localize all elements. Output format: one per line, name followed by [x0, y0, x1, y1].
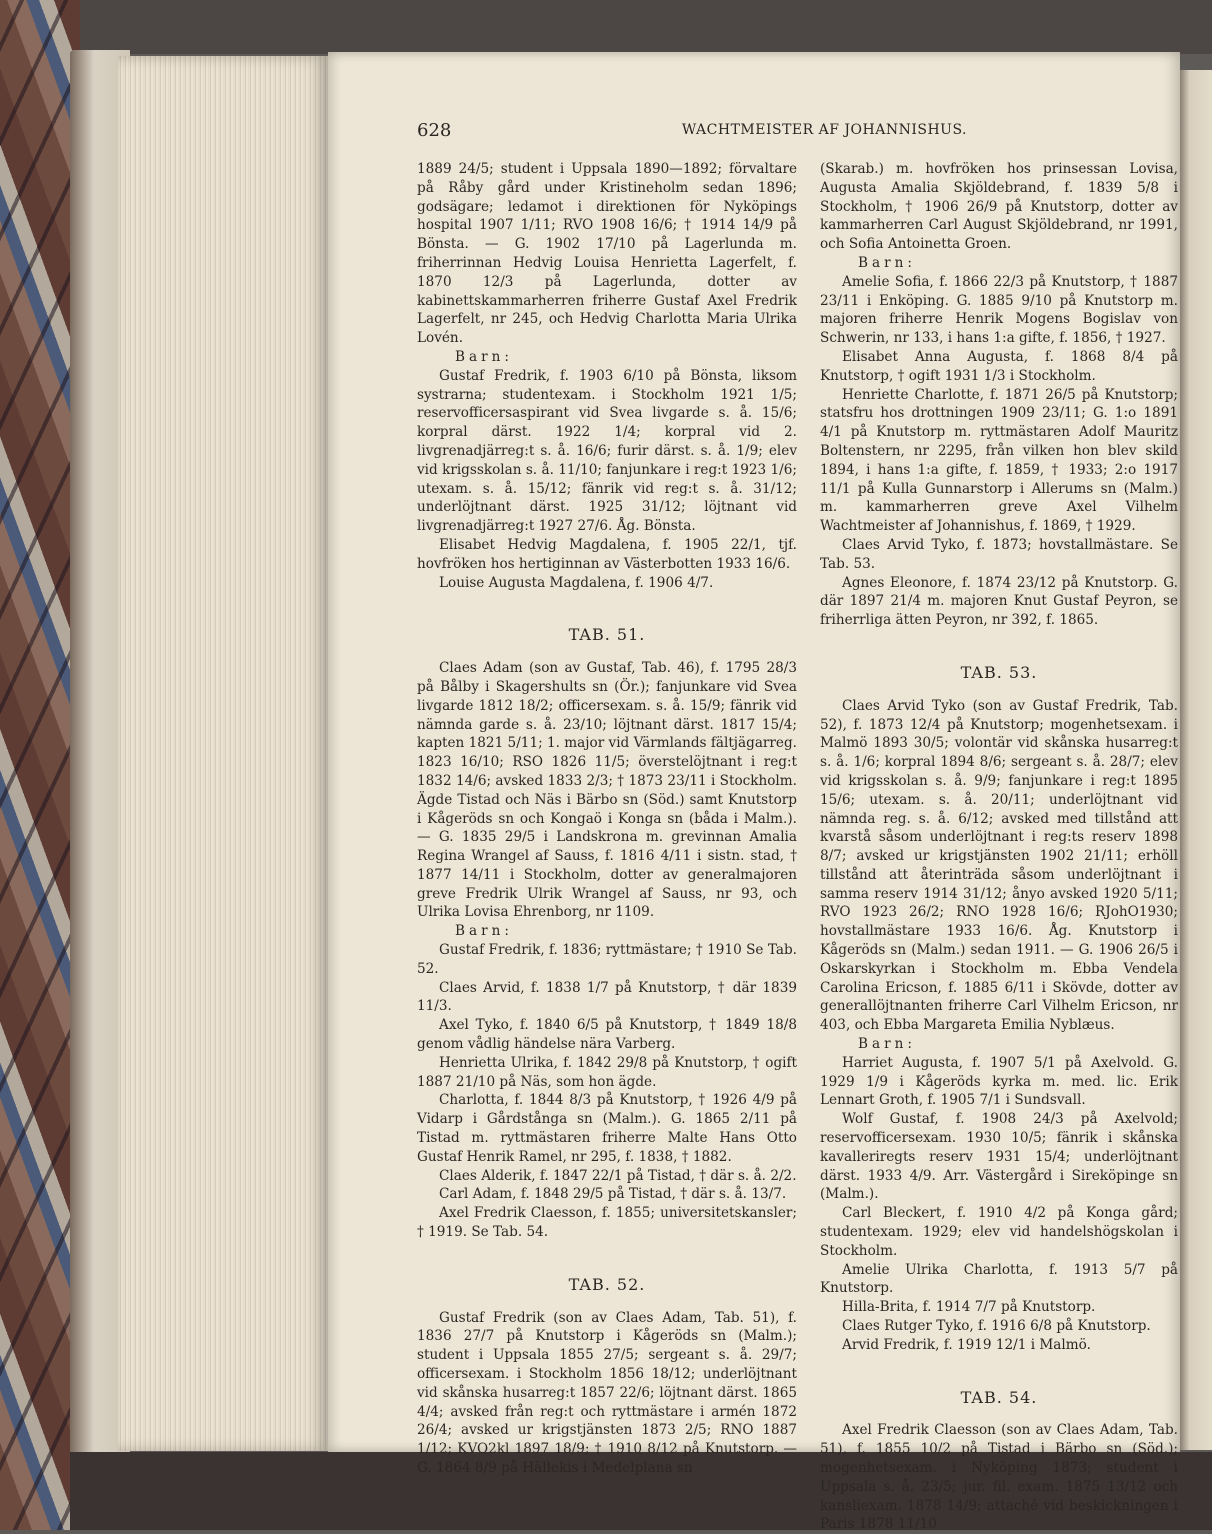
genealogy-entry: Amelie Ulrika Charlotta, f. 1913 5/7 på Knutstorp.	[820, 1261, 1178, 1297]
children-label: Barn:	[455, 923, 513, 940]
marbled-endpaper	[0, 0, 80, 1530]
genealogy-entry: Claes Arvid, f. 1838 1/7 på Knutstorp, † där 1839 11/3.	[417, 979, 797, 1015]
genealogy-entry: Axel Fredrik Claesson (son av Claes Adam, Tab. 51), f. 1855 10/2 på Tistad i Bärbo sn (Söd.); mogenhetsexam. i Nyköping 1873; student i Uppsala s. å. 23/5; jur. fil. exam. 1875 13/12 och kansliexam. 1878 14/9; attaché vid beskickningen i Paris 1878 11/10	[820, 1422, 1178, 1533]
genealogy-entry: Gustaf Fredrik (son av Claes Adam, Tab. 51), f. 1836 27/7 på Knutstorp i Kågeröds sn (Malm.); student i Uppsala 1855 27/5; sergeant s. å. 29/7; officersexam. i Stockholm 1856 18/12; underlöjtnant vid skånska husarreg:t 1857 22/6; löjtnant därst. 1865 4/4; avsked från reg:t och ryttmästare i armén 1872 26/4; avsked ur krigstjänsten 1873 2/5; RNO 1887 1/12; KVO2kl 1897 18/9; † 1910 8/12 på Knutstorp. — G. 1864 8/9 på Hällekis i Medelplana sn	[417, 1309, 797, 1476]
genealogy-entry: Claes Adam (son av Gustaf, Tab. 46), f. 1795 28/3 på Bålby i Skagershults sn (Ör.); fanjunkare vid Svea livgarde 1812 18/2; officersexam. s. å. 15/9; fänrik vid nämnda garde s. å. 23/10; löjtnant därst. 1817 15/4; kapten 1821 5/11; 1. major vid Värmlands fältjägarreg. 1823 16/10; RSO 1826 11/5; överstelöjtnant i reg:t 1832 14/6; avsked 1833 2/3; † 1873 23/11 i Stockholm. Ägde Tistad och Näs i Bärbo sn (Söd.) samt Knutstorp i Kågeröds sn och Kongaö i Konga sn (båda i Malm.). — G. 1835 29/5 i Landskrona m. grevinnan Amalia Regina Wrangel af Sauss, f. 1816 4/11 i sistn. stad, † 1877 14/11 i Stockholm, dotter av generalmajoren greve Fredrik Ulrik Wrangel af Sauss, nr 93, och Ulrika Lovisa Ehrenborg, nr 1109.	[417, 660, 797, 921]
right-column	[820, 160, 1178, 1534]
genealogy-entry: Claes Arvid Tyko, f. 1873; hovstallmästare. Se Tab. 53.	[820, 536, 1178, 572]
genealogy-entry: Henriette Charlotte, f. 1871 26/5 på Knutstorp; statsfru hos drottningen 1909 23/11; G. 1:o 1891 4/1 på Knutstorp m. ryttmästaren Adolf Mauritz Boltenstern, nr 2295, från vilken hon blev skild 1894, i hans 1:a gifte, f. 1859, † 1933; 2:o 1917 11/1 på Kulla Gunnarstorp i Allerums sn (Malm.) m. kammarherren greve Axel Vilhelm Wachtmeister af Johannishus, f. 1869, † 1929.	[820, 386, 1178, 535]
genealogy-entry: Carl Bleckert, f. 1910 4/2 på Konga gård; studentexam. 1929; elev vid handelshögskolan i Stockholm.	[820, 1205, 1178, 1259]
continuation-text: 1889 24/5; student i Uppsala 1890—1892; förvaltare på Råby gård under Kristineholm sedan 1896; godsägare; ledamot i direktionen för Nyköpings hospital 1907 1/11; RVO 1908 16/6; † 1914 14/9 på Bönsta. — G. 1902 17/10 på Lagerlunda m. friherrinnan Hedvig Louisa Henrietta Lagerfelt, f. 1870 12/3 på Lagerlunda, dotter av kabinettskammarherren friherre Gustaf Axel Fredrik Lagerfelt, nr 245, och Hedvig Charlotta Maria Ulrika Lovén.	[417, 161, 797, 347]
genealogy-entry: Wolf Gustaf, f. 1908 24/3 på Axelvold; reservofficersexam. 1930 10/5; fänrik i skånska kavalleriregts reserv 1931 15/4; underlöjtnant därst. 1933 4/9. Arr. Västergård i Sireköpinge sn (Malm.).	[820, 1111, 1178, 1203]
genealogy-entry: Amelie Sofia, f. 1866 22/3 på Knutstorp, † 1887 23/11 i Enköping. G. 1885 9/10 på Knutstorp m. majoren friherre Henrik Mogens Bogislav von Schwerin, nr 133, i hans 1:a gifte, f. 1856, † 1927.	[820, 273, 1178, 347]
genealogy-entry: Claes Arvid Tyko (son av Gustaf Fredrik, Tab. 52), f. 1873 12/4 på Knutstorp; mogenhetsexam. i Malmö 1893 30/5; volontär vid skånska husarreg:t s. å. 1/6; korpral 1894 8/6; sergeant s. å. 28/7; elev vid krigsskolan s. å. 9/9; fanjunkare i reg:t 1895 15/6; utexam. s. å. 20/11; underlöjtnant vid nämnda reg. s. å. 6/12; avsked med tillstånd att kvarstå såsom underlöjtnant i reg:ts reserv 1898 8/7; avsked ur krigstjänsten 1902 21/11; erhöll tillstånd att återinträda såsom underlöjtnant i samma reserv 1914 31/12; ånyo avsked 1920 5/11; RVO 1923 26/2; RNO 1928 16/6; RJohO1930; hovstallmästare 1933 16/6. Åg. Knutstorp i Kågeröds sn (Malm.) sedan 1911. — G. 1906 26/5 i Oskarskyrkan i Stockholm m. Ebba Vendela Carolina Ericson, f. 1885 6/11 i Skövde, dotter av generallöjtnanten friherre Carl Vilhelm Ericson, nr 403, och Ebba Margareta Emilia Nyblæus.	[820, 697, 1178, 1034]
genealogy-entry: Henrietta Ulrika, f. 1842 29/8 på Knutstorp, † ogift 1887 21/10 på Näs, som hon ägde.	[417, 1054, 797, 1090]
genealogy-entry: Arvid Fredrik, f. 1919 12/1 i Malmö.	[842, 1336, 1091, 1353]
running-title: WACHTMEISTER AF JOHANNISHUS.	[681, 122, 967, 138]
children-label: Barn:	[858, 1036, 916, 1053]
genealogy-entry: Charlotta, f. 1844 8/3 på Knutstorp, † 1926 4/9 på Vidarp i Gårdstånga sn (Malm.). G. 1865 2/11 på Tistad m. ryttmästaren friherre Malte Hans Otto Gustaf Henrik Ramel, nr 295, f. 1838, † 1882.	[417, 1092, 797, 1165]
genealogy-entry: Claes Rutger Tyko, f. 1916 6/8 på Knutstorp.	[842, 1318, 1151, 1335]
genealogy-entry: Axel Tyko, f. 1840 6/5 på Knutstorp, † 1849 18/8 genom vådlig händelse nära Varberg.	[417, 1017, 797, 1053]
continuation-text: (Skarab.) m. hovfröken hos prinsessan Lovisa, Augusta Amalia Skjöldebrand, f. 1839 5/8 i Stockholm, † 1906 26/9 på Knutstorp, dotter av kammarherren Carl August Skjöldebrand, nr 1991, och Sofia Antoinetta Groen.	[820, 161, 1178, 253]
genealogy-entry: Harriet Augusta, f. 1907 5/1 på Axelvold. G. 1929 1/9 i Kågeröds kyrka m. med. lic. Erik Lennart Groth, f. 1905 7/1 i Sundsvall.	[820, 1054, 1178, 1109]
genealogy-entry: Claes Alderik, f. 1847 22/1 på Tistad, † där s. å. 2/2.	[439, 1167, 797, 1184]
genealogy-entry: Elisabet Anna Augusta, f. 1868 8/4 på Knutstorp, † ogift 1931 1/3 i Stockholm.	[820, 348, 1178, 384]
table-heading: TAB. 54.	[960, 1387, 1038, 1407]
genealogy-entry: Carl Adam, f. 1848 29/5 på Tistad, † där s. å. 13/7.	[439, 1186, 787, 1203]
genealogy-entry: Agnes Eleonore, f. 1874 23/12 på Knutstorp. G. där 1897 21/4 m. majoren Knut Gustaf Peyron, se friherrliga ätten Peyron, nr 392, f. 1865.	[820, 574, 1178, 629]
facing-page-edge	[1180, 70, 1212, 1450]
genealogy-entry: Louise Augusta Magdalena, f. 1906 4/7.	[439, 574, 714, 591]
genealogy-entry: Hilla-Brita, f. 1914 7/7 på Knutstorp.	[842, 1299, 1096, 1316]
table-heading: TAB. 51.	[568, 625, 646, 645]
children-label: Barn:	[858, 254, 916, 271]
left-column	[417, 160, 797, 1478]
genealogy-entry: Gustaf Fredrik, f. 1836; ryttmästare; † 1910 Se Tab. 52.	[417, 942, 797, 977]
background-top	[80, 0, 1212, 54]
page-number: 628	[417, 120, 452, 141]
genealogy-entry: Elisabet Hedvig Magdalena, f. 1905 22/1, tjf. hovfröken hos hertiginnan av Västerbotten 1933 16/6.	[417, 536, 797, 572]
genealogy-entry: Gustaf Fredrik, f. 1903 6/10 på Bönsta, liksom systrarna; studentexam. i Stockholm 1921 1/5; reservofficersaspirant vid Svea livgarde s. å. 15/6; korpral därst. 1922 1/4; korpral vid 2. livgrenadjärreg:t s. å. 16/6; furir därst. s. å. 1/9; elev vid krigsskolan s. å. 11/10; fanjunkare i reg:t 1923 1/6; utexam. s. å. 15/12; fänrik vid reg:t s. å. 31/12; underlöjtnant därst. 1925 31/12; löjtnant vid livgrenadjärreg:t 1927 27/6. Åg. Bönsta.	[417, 367, 797, 535]
table-heading: TAB. 53.	[960, 662, 1038, 682]
page-stack-edge	[118, 56, 328, 1451]
genealogy-entry: Axel Fredrik Claesson, f. 1855; universitetskansler; † 1919. Se Tab. 54.	[417, 1205, 797, 1241]
children-label: Barn:	[455, 348, 513, 365]
table-heading: TAB. 52.	[568, 1274, 646, 1294]
page-header	[417, 120, 977, 144]
